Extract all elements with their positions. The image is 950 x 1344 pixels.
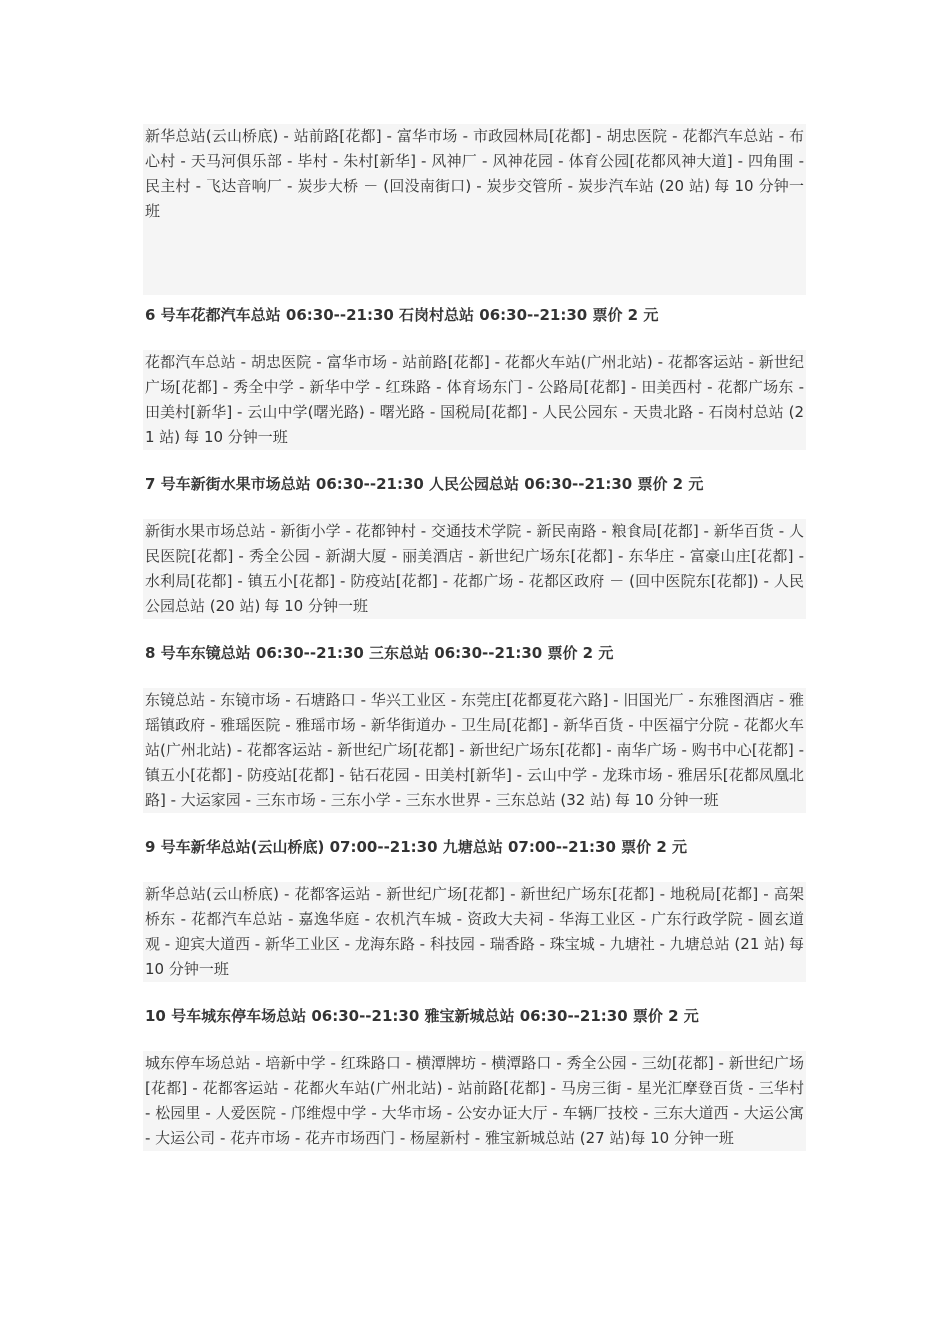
route-6-title: 6 号车花都汽车总站 06:30--21:30 石岗村总站 06:30--21:30 票价 2 元 <box>143 303 806 328</box>
route-7-title: 7 号车新街水果市场总站 06:30--21:30 人民公园总站 06:30--21:30 票价 2 元 <box>143 472 806 497</box>
stops-text: 花都汽车总站 - 胡忠医院 - 富华市场 - 站前路[花都] - 花都火车站(广州北站) - 花都客运站 - 新世纪广场[花都] - 秀全中学 - 新华中学 - 红珠路 - 体育场东门 - 公路局[花都] - 田美西村 - 花都广场东 - 田美村[新华] - 云山中学(曙光路) - 曙光路 - 国税局[花都] - 人民公园东 - 天贵北路 - 石岗村总站 (21 站) <box>145 353 804 446</box>
route-10-title: 10 号车城东停车场总站 06:30--21:30 雅宝新城总站 06:30--21:30 票价 2 元 <box>143 1004 806 1029</box>
stops-text: 新华总站(云山桥底) - 花都客运站 - 新世纪广场[花都] - 新世纪广场东[花都] - 地税局[花都] - 高架桥东 - 花都汽车总站 - 嘉逸华庭 - 农机汽车城 - 资政大夫祠 - 华海工业区 - 广东行政学院 - 圆玄道观 - 迎宾大道西 - 新华工业区 - 龙海东路 - 科技园 - 瑞香路 - 珠宝城 - 九塘社 - 九塘总站 (21 站) <box>145 885 804 953</box>
route-9-stops-list <box>143 882 806 982</box>
stops-text: 新街水果市场总站 - 新街小学 - 花都钟村 - 交通技术学院 - 新民南路 - 粮食局[花都] - 新华百货 - 人民医院[花都] - 秀全公园 - 新湖大厦 - 丽美酒店 - 新世纪广场东[花都] - 东华庄 - 富豪山庄[花都] - 水利局[花都] - 镇五小[花都] - 防疫站[花都] - 花都广场 - 花都区政府 － (回中医院东[花都]) - 人民公园总站 (20 站) <box>145 522 804 615</box>
route-10-stops-list <box>143 1051 806 1151</box>
route-8-stops-list <box>143 688 806 813</box>
stops-text: 城东停车场总站 - 培新中学 - 红珠路口 - 横潭牌坊 - 横潭路口 - 秀全公园 - 三幼[花都] - 新世纪广场[花都] - 花都客运站 - 花都火车站(广州北站) - 站前路[花都] - 马房三街 - 星光汇摩登百货 - 三华村 - 松园里 - 人爱医院 - 邝维煜中学 - 大华市场 - 公安办证大厅 - 车辆厂技校 - 三东大道西 - 大运公寓 - 大运公司 - 花卉市场 - 花卉市场西门 - 杨屋新村 - 雅宝新城总站 (27 站) <box>145 1054 804 1147</box>
frequency-text: 每 10 分钟一班 <box>264 597 368 615</box>
route-9-title: 9 号车新华总站(云山桥底) 07:00--21:30 九塘总站 07:00--21:30 票价 2 元 <box>143 835 806 860</box>
frequency-text: 每 10 分钟一班 <box>184 428 288 446</box>
stops-text: 新华总站(云山桥底) - 站前路[花都] - 富华市场 - 市政园林局[花都] - 胡忠医院 - 花都汽车总站 - 布心村 - 天马河俱乐部 - 毕村 - 朱村[新华] - 风神厂 - 风神花园 - 体育公园[花都风神大道] - 四角围 - 民主村 - 飞达音响厂 - 炭步大桥 － (回没南街口) - 炭步交管所 - 炭步汽车站 (20 站) <box>145 127 804 195</box>
route-7-stops-list <box>143 519 806 619</box>
frequency-text: 每 10 分钟一班 <box>630 1129 734 1147</box>
document-body <box>143 124 806 1151</box>
frequency-text: 每 10 分钟一班 <box>614 791 719 809</box>
stops-text: 东镜总站 - 东镜市场 - 石塘路口 - 华兴工业区 - 东莞庄[花都夏花六路] - 旧国光厂 - 东雅图酒店 - 雅瑶镇政府 - 雅瑶医院 - 雅瑶市场 - 新华街道办 - 卫生局[花都] - 新华百货 - 中医福宁分院 - 花都火车站(广州北站) - 花都客运站 - 新世纪广场[花都] - 新世纪广场东[花都] - 南华广场 - 购书中心[花都] - 镇五小[花都] - 防疫站[花都] - 钻石花园 - 田美村[新华] - 云山中学 - 龙珠市场 - 雅居乐[花都凤凰北路] - 大运家园 - 三东市场 - 三东小学 - 三东水世界 - 三东总站 (32 站) <box>145 691 804 809</box>
frequency-text: 每 10 分钟一班 <box>145 935 804 978</box>
route-8-title: 8 号车东镜总站 06:30--21:30 三东总站 06:30--21:30 票价 2 元 <box>143 641 806 666</box>
frequency-text: 每 10 分钟一班 <box>145 177 804 220</box>
route-stops-list <box>143 124 806 295</box>
route-6-stops-list <box>143 350 806 450</box>
